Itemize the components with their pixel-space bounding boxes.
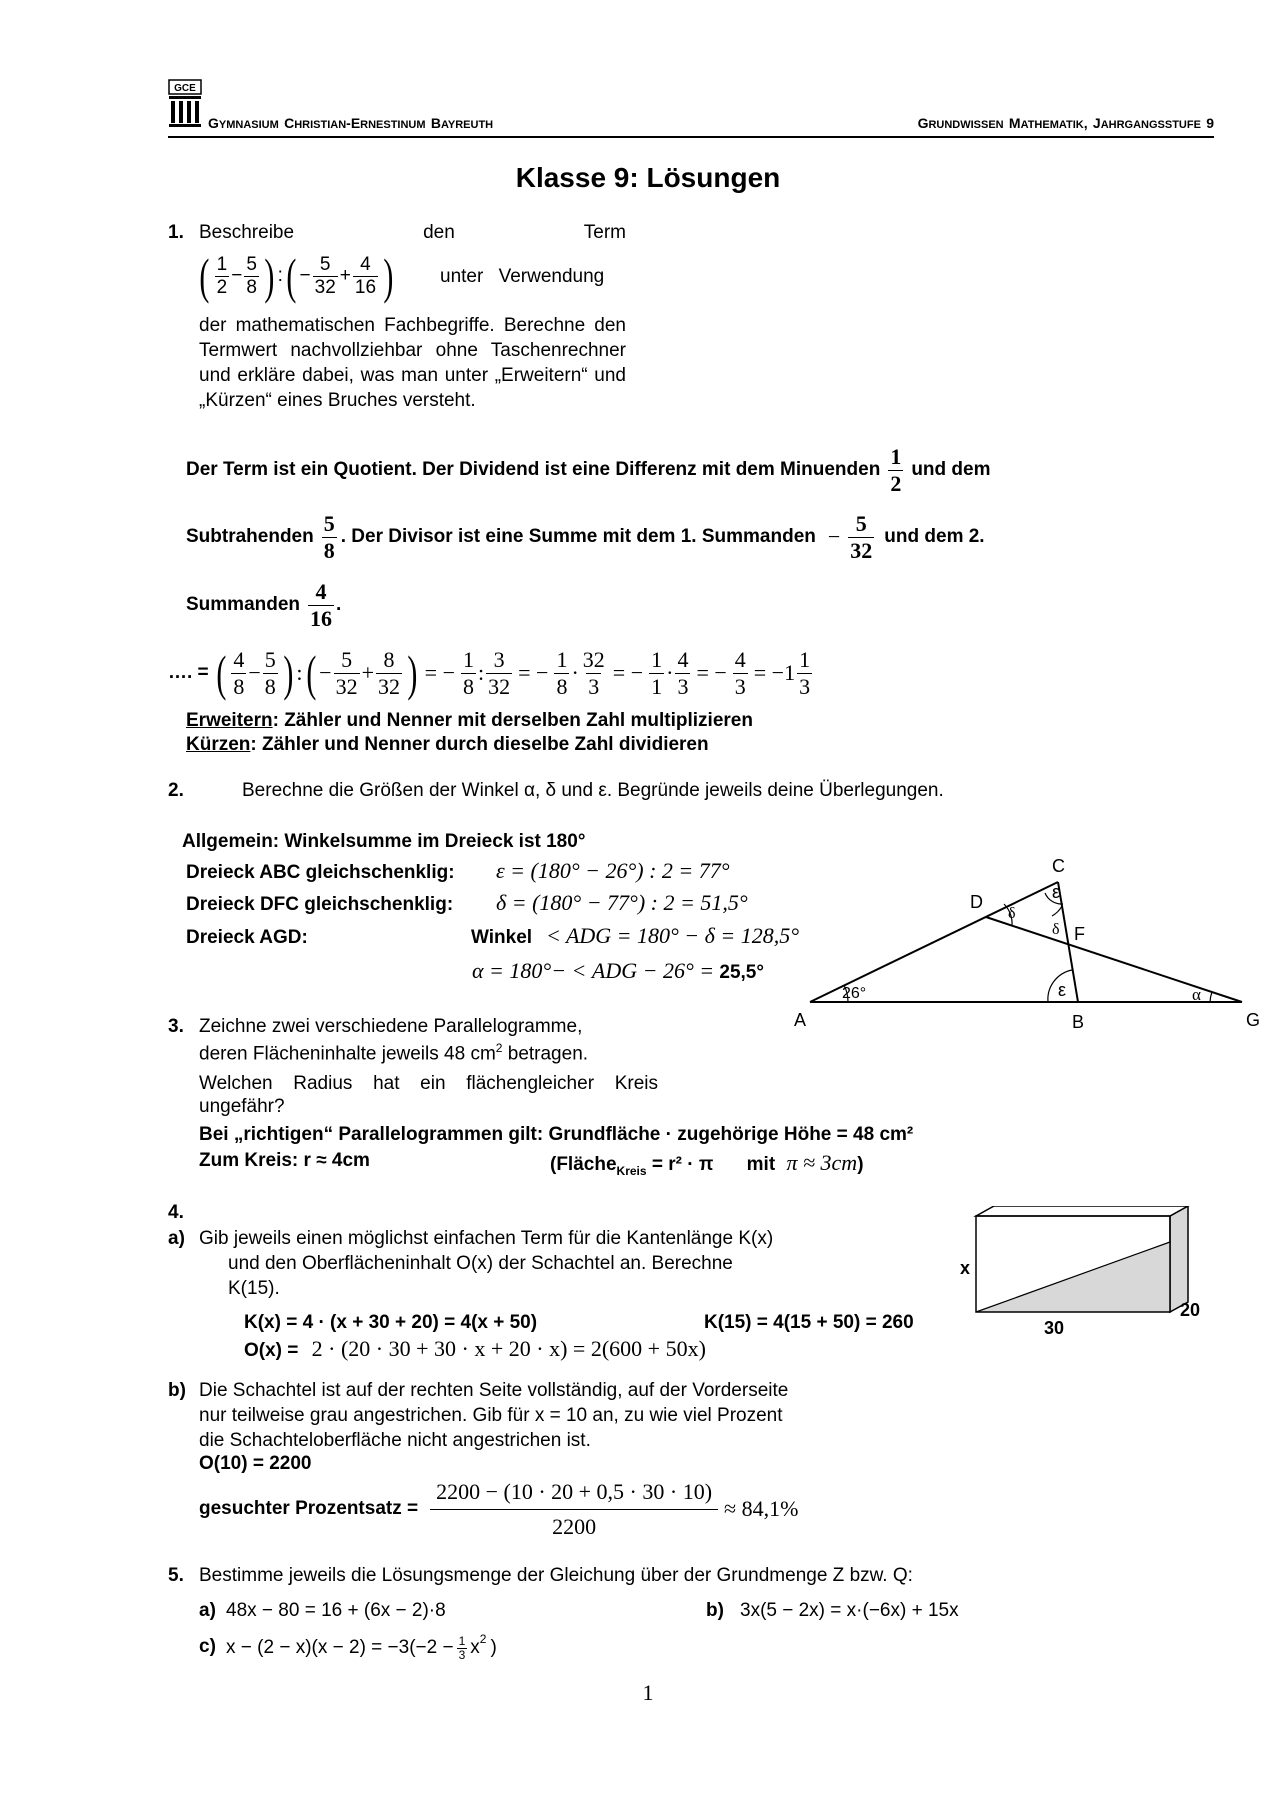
page-number: 1 xyxy=(642,1680,654,1705)
school-name: GYMNASIUM CHRISTIAN-ERNESTINUM BAYREUTH xyxy=(208,115,494,131)
solution-line: K(x) = 4 · (x + 30 + 20) = 4(x + 50) xyxy=(244,1312,538,1333)
task-term: ( $\frac{1}{2}$ − $\frac{5}{8}$ ) : ( − $\frac{5}{32}$ + $\frac{4}{16}$ ) xyxy=(199,248,394,304)
dimension-label: 30 xyxy=(1044,1318,1065,1336)
solution-line: Dreieck AGD: xyxy=(186,927,308,948)
task-text: Die Schachtel ist auf der rechten Seite vollständig, auf der Vorderseite xyxy=(199,1380,789,1401)
task-text: die Schachteloberfläche nicht angestrichen ist. xyxy=(199,1430,591,1451)
task-number: 1. xyxy=(168,222,184,243)
calculation: …. = ( $\frac{4}{8}$ − $\frac{5}{8}$ ) : ( − $\frac{5}{32}$ + $\frac{8}{32}$ ) = − $\frac{1}{8}$ : $\frac{3}{32}$ = − $\frac{1}{8}$ · $\frac{32}{3}$ = − $\frac{1}{1}$ · $\frac{4}{3}$ = − $\frac{4}{3}$ = −1 $\frac{1}{3}$ xyxy=(168,645,811,701)
solution-formula: δ = (180° − 77°) : 2 = 51,5° xyxy=(496,890,748,915)
task-number: 3. xyxy=(168,1016,184,1037)
solution-line: K(15) = 4(15 + 50) = 260 xyxy=(704,1312,914,1333)
solution-line: Dreieck ABC gleichschenklig: xyxy=(186,862,455,883)
solution-formula: < ADG = 180° − δ = 128,5° xyxy=(546,923,800,948)
school-logo xyxy=(168,78,202,128)
subject-name: GRUNDWISSEN MATHEMATIK, JAHRGANGSSTUFE 9 xyxy=(917,115,1214,131)
solution-line: α = 180°− < ADG − 26° = 25,5° xyxy=(472,958,764,983)
task-text: K(15). xyxy=(228,1278,280,1299)
equation: x − (2 − x)(x − 2) = −3(−2 − $\frac{1}{3}$ x $^2$ ) xyxy=(226,1632,497,1662)
task-text: Berechne die Größen der Winkel α, δ und ε. Begründe jeweils deine Überlegungen. xyxy=(242,780,944,801)
box-figure xyxy=(948,1206,1208,1336)
triangle-figure xyxy=(790,840,1260,1040)
task-text: nur teilweise grau angestrichen. Gib für x = 10 an, zu wie viel Prozent xyxy=(199,1405,783,1426)
point-label: F xyxy=(1074,924,1085,944)
point-label: C xyxy=(1052,856,1065,876)
subtask-label: a) xyxy=(199,1600,216,1621)
task-text: Bestimme jeweils die Lösungsmenge der Gleichung über der Grundmenge Z bzw. Q: xyxy=(199,1565,913,1586)
solution-line: Zum Kreis: r ≈ 4cm xyxy=(199,1150,370,1171)
task-text: Gib jeweils einen möglichst einfachen Term für die Kantenlänge K(x) xyxy=(199,1228,774,1249)
task-text: deren Flächeninhalte jeweils 48 $cm^2$ betragen. xyxy=(199,1041,589,1065)
dimension-label: x xyxy=(960,1258,971,1278)
point-label: D xyxy=(970,892,983,912)
solution-line: (Fläche$_{Kreis}$ = r² · π mit π ≈ 3cm) xyxy=(550,1150,864,1178)
point-label: G xyxy=(1246,1010,1260,1030)
solution-line: Winkel xyxy=(471,927,533,948)
subtask-label: c) xyxy=(199,1636,216,1657)
task-text: Zeichne zwei verschiedene Parallelogramme, xyxy=(199,1016,583,1037)
solution-line: O(10) = 2200 xyxy=(199,1453,312,1474)
angle-label: δ xyxy=(1052,921,1060,938)
solution-line: gesuchter Prozentsatz = $\frac{2200 - (10 \cdot 20 + 0,5 \cdot 30 \cdot 10)}{2200}$ ≈ 84,1% xyxy=(199,1479,799,1539)
task-text: unter Verwendung xyxy=(440,266,605,287)
task-number: 5. xyxy=(168,1565,184,1586)
solution-line: Subtrahenden $\frac{5}{8}$ . Der Divisor ist eine Summe mit dem 1. Summanden − $\frac{5}{32}$ und dem 2. xyxy=(186,511,985,563)
angle-label: ε xyxy=(1052,882,1061,902)
subtask-label: b) xyxy=(706,1600,724,1621)
point-label: B xyxy=(1072,1012,1085,1032)
task-number: 2. xyxy=(168,780,184,801)
point-label: A xyxy=(794,1010,807,1030)
solution-line: O(x) = 2 · (20 · 30 + 30 · x + 20 · x) = 2(600 + 50x) xyxy=(244,1336,706,1361)
solution-line: Der Term ist ein Quotient. Der Dividend ist eine Differenz mit dem Minuenden $\frac{1}{2}$ und dem xyxy=(186,444,991,496)
equation: 48x − 80 = 16 + (6x − 2)·8 xyxy=(226,1600,446,1621)
subtask-label: b) xyxy=(168,1380,186,1401)
header-rule xyxy=(168,136,1214,138)
solution-line: Allgemein: Winkelsumme im Dreieck ist 180° xyxy=(182,831,586,852)
solution-line: Summanden $\frac{4}{16}$ . xyxy=(186,579,342,631)
solution-formula: ε = (180° − 26°) : 2 = 77° xyxy=(496,858,730,883)
task-description: der mathematischen Fachbegriffe. Berechne den Termwert nachvollziehbar ohne Taschenrechner und erkläre dabei, was man unter „Erweitern“ und „Kürzen“ eines Bruches versteht. xyxy=(199,315,626,411)
dimension-label: 20 xyxy=(1180,1300,1201,1320)
logo-text: GCE xyxy=(174,83,196,94)
task-text: Beschreibe den Term xyxy=(199,222,626,243)
subtask-label: a) xyxy=(168,1228,185,1249)
task-number: 4. xyxy=(168,1202,184,1223)
solution-line: Dreieck DFC gleichschenklig: xyxy=(186,894,454,915)
task-text: Welchen Radius hat ein flächengleicher Kreis ungefähr? xyxy=(199,1073,658,1117)
angle-label: α xyxy=(1192,985,1201,1004)
definition-erweitern: Erweitern: Zähler und Nenner mit derselben Zahl multiplizieren xyxy=(186,710,753,731)
definition-kuerzen: Kürzen: Zähler und Nenner durch dieselbe Zahl dividieren xyxy=(186,734,709,755)
angle-label: 26° xyxy=(842,985,867,1002)
angle-label: δ xyxy=(1008,905,1016,922)
page-title: Klasse 9: Lösungen xyxy=(515,162,781,193)
angle-label: ε xyxy=(1058,980,1067,1000)
equation: 3x(5 − 2x) = x·(−6x) + 15x xyxy=(740,1600,959,1621)
task-text: und den Oberflächeninhalt O(x) der Schachtel an. Berechne xyxy=(228,1253,733,1274)
solution-line: Bei „richtigen“ Parallelogrammen gilt: Grundfläche · zugehörige Höhe = 48 cm² xyxy=(199,1124,914,1145)
